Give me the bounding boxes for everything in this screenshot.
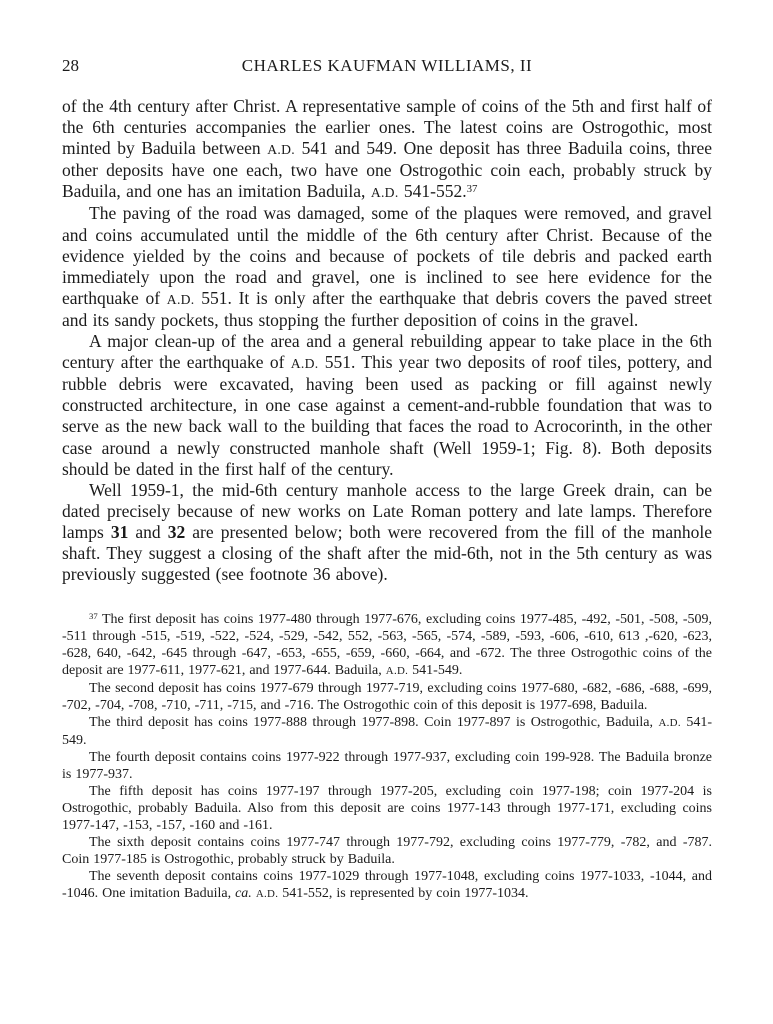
- body-paragraph-4: Well 1959-1, the mid-6th century manhole access to the large Greek drain, can be dated precisely because of new works on Late Roman pottery and late lamps. Therefore lamps 31 and 32 are presented below; both were recovered from the fill of the manhole shaft. They suggest a closing of the shaft after the mid-6th, not in the 5th century as was previously suggested (see footnote 36 above).: [62, 479, 712, 585]
- footnote-37-paragraph-1: $^{37}$ The first deposit has coins 1977-480 through 1977-676, excluding coins 1977-485, -492, -501, -508, -509, -511 through -515, -519, -522, -524, -529, -542, 552, -563, -565, -574, -589, -593, -606, -610, 613 ,-620, -623, -628, 640, -642, -645 through -647, -653, -655, -659, -660, -664, and -672. The three Ostrogothic coins of the deposit are 1977-611, 1977-621, and 1977-644. Baduila, A.D. 541-549.: [62, 610, 712, 679]
- footnote-37-paragraph-4: The fourth deposit contains coins 1977-922 through 1977-937, excluding coin 199-928. The Baduila bronze is 1977-937.: [62, 750, 712, 783]
- footnote-37-paragraph-7: The seventh deposit contains coins 1977-1029 through 1977-1048, excluding coins 1977-1033, -1044, and -1046. One imitation Baduila, ca. A.D. 541-552, is represented by coin 1977-1034.: [62, 869, 712, 902]
- bold-catalogue-number: 31: [110, 521, 129, 542]
- footnote-marker: 37: [466, 182, 478, 195]
- small-caps-era-label: A.D.: [166, 291, 195, 307]
- body-paragraph-3: A major clean-up of the area and a general rebuilding appear to take place in the 6th century after the earthquake of A.D. 551. This year two deposits of roof tiles, pottery, and rubble debris were excavated, having been used as packing or fill against newly constructed architecture, in one case against a cement-and-rubble foundation that was to serve as the new back wall to the building that faces the road to Acrocorinth, in the other case around a newly constructed manhole shaft (Well 1959-1; Fig. 8). Both deposits should be dated in the first half of the century.: [62, 331, 712, 479]
- italic-abbreviation: ca.: [235, 886, 252, 902]
- footnote-37-paragraph-5: The fifth deposit has coins 1977-197 through 1977-205, excluding coin 1977-198; coin 1977-204 is Ostrogothic, probably Baduila. Also from this deposit are coins 1977-143 through 1977-171, excluding coins 1977-147, -153, -157, -160 and -161.: [62, 784, 712, 834]
- small-caps-era-label: A.D.: [385, 665, 409, 678]
- footnotes-section: [62, 611, 712, 903]
- footnote-37-paragraph-6: The sixth deposit contains coins 1977-747 through 1977-792, excluding coins 1977-779, -782, and -787. Coin 1977-185 is Ostrogothic, probably struck by Baduila.: [62, 835, 712, 868]
- body-paragraph-1: of the 4th century after Christ. A representative sample of coins of the 5th and first half of the 6th centuries accompanies the earlier ones. The latest coins are Ostrogothic, most minted by Baduila between A.D. 541 and 549. One deposit has three Baduila coins, three other deposits have one each, two have one Ostrogothic coin each, probably struck by Baduila, and one has an imitation Baduila, A.D. 541-552.37: [62, 96, 712, 202]
- body-text: [62, 96, 712, 585]
- footnote-37-paragraph-3: The third deposit has coins 1977-888 through 1977-898. Coin 1977-897 is Ostrogothic, Baduila, A.D. 541-549.: [62, 715, 712, 749]
- small-caps-era-label: A.D.: [658, 717, 681, 730]
- body-paragraph-2: The paving of the road was damaged, some of the plaques were removed, and gravel and coins accumulated until the middle of the 6th century after Christ. Because of the evidence yielded by the coins and because of pockets of tile debris and packed earth immediately upon the road and gravel, one is inclined to see here evidence for the earthquake of A.D. 551. It is only after the earthquake that debris covers the paved street and its sandy pockets, thus stopping the further deposition of coins in the gravel.: [62, 203, 712, 330]
- page-number: 28: [62, 56, 79, 75]
- small-caps-era-label: A.D.: [370, 185, 399, 201]
- running-title: CHARLES KAUFMAN WILLIAMS, II: [241, 56, 533, 75]
- small-caps-era-label: A.D.: [255, 888, 279, 901]
- bold-catalogue-number: 32: [167, 521, 186, 542]
- small-caps-era-label: A.D.: [267, 142, 296, 158]
- page-header: [62, 56, 712, 76]
- footnote-marker: 37: [89, 610, 98, 621]
- small-caps-era-label: A.D.: [290, 356, 319, 372]
- footnote-37-paragraph-2: The second deposit has coins 1977-679 through 1977-719, excluding coins 1977-680, -682, -686, -688, -699, -702, -704, -708, -710, -711, -715, and -716. The Ostrogothic coin of this deposit is 1977-698, Baduila.: [62, 681, 712, 714]
